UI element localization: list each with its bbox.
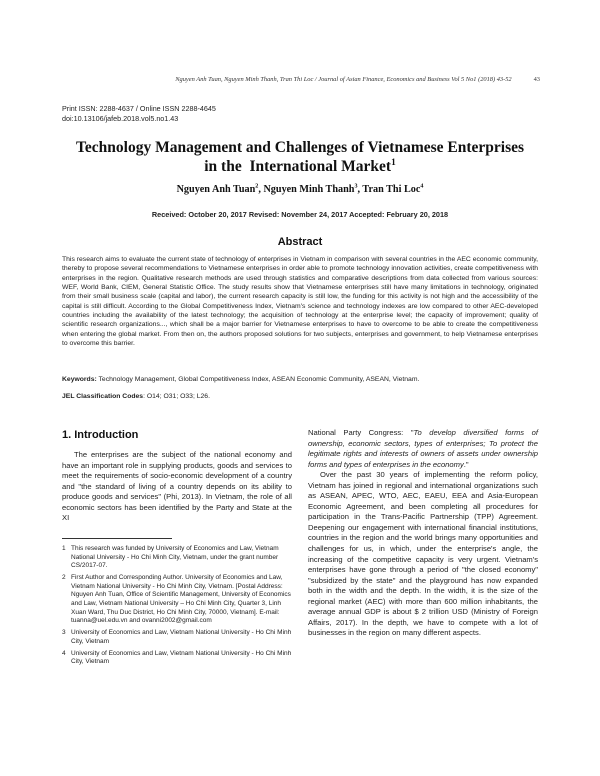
- jel-text: : O14; O31; O33; L26.: [143, 393, 210, 400]
- running-header: [60, 76, 540, 83]
- running-header-text: Nguyen Anh Tuan, Nguyen Minh Thanh, Tran Thi Loc / Journal of Asian Finance, Economics and Business Vol 5 No1 (2018) 43-52: [175, 76, 512, 83]
- author-footnote-marker[interactable]: 4: [420, 183, 424, 190]
- footnote-number: 2: [62, 573, 66, 581]
- footnote-number: 3: [62, 629, 66, 637]
- keywords-label: Keywords:: [62, 376, 97, 383]
- intro-paragraph-1: The enterprises are the subject of the national economy and have an important role in supplying products, goods and services to meet the requirements of socio-economic development of a country and "the standard of living of a country depends on its ability to produce goods and services" (Phi, 2013). In Vietnam, the role of all economic sectors has been identified by the Party and State at the XI: [62, 450, 292, 523]
- author-list: [60, 184, 540, 195]
- footnote-item: [62, 545, 292, 571]
- author-footnote-marker[interactable]: 2: [255, 183, 259, 190]
- footnote-text: University of Economics and Law, Vietnam National University - Ho Chi Minh City, Vietnam: [71, 649, 292, 666]
- jel-codes: [62, 392, 538, 401]
- issn-line: Print ISSN: 2288-4637 / Online ISSN 2288-4645: [62, 104, 216, 113]
- congress-quote: To develop diversified forms of ownership, economic sectors, types of enterprises; To protect the legitimate rights and interests of owners of assets under ownership forms and types of enterprises in the economy: [308, 428, 538, 469]
- congress-quote-end: .": [463, 459, 469, 469]
- intro-paragraph-2: Over the past 30 years of implementing the reform policy, Vietnam has joined in regional and international organizations such as ASEAN, APEC, WTO, AEC, EAEU, EEA and Asia-European Economic Agreement, and been completing all procedures for participation in the Trans-Pacific Partnership (TPP) Agreement. Deepening our engagement with international financial institutions, countries in the region and the world brings many opportunities and challenges for us, in which, under the enterprise's angle, the increasing of the competitive capacity is very urgent. Vietnam's enterprises have gone through a period of "the closed economy" "subsidized by the state" and the playground has now expanded both in the width and the depth. In the width, it is the size of the regional market (AEC) with more than 600 million inhabitants, the average annual GDP is about $ 2 trillion USD (Ministry of Foreign Affairs, 2017). In the depth, we have to compete with a lot of businesses in the region on many different aspects.: [308, 470, 538, 638]
- section-heading-introduction: 1. Introduction: [62, 429, 139, 441]
- author-name: Tran Thi Loc: [362, 184, 421, 195]
- abstract-body: This research aims to evaluate the current state of technology of enterprises in Vietnam in comparison with several countries in the AEC economic community, thereby to propose several recommendations to Vietnamese enterprises in order able to promote technology innovation activities, create competitiveness with enterprises in the region. Qualitative research methods are used through statistics and comparative descriptions from data collected from various sources: WEF, World Bank, CIEM, General Statistic Office. The study results show that Vietnamese enterprises still have many limitations in technology, originated from their small business scale (capital and labor), the current research capacity is still low, the funding for this activity is not high and the accessibility of the capital is still difficult. According to the Global Competitiveness Index, Vietnam's science and technology indexes are low compared to other AEC-developed countries including the availability of the latest technology; the acquisition of technology at the enterprise level; the capacity of improvement; quality of scientific research organizations..., which shall be a major barrier for Vietnamese enterprises to have to overcome to be able to create the competitiveness when entering the global market. From then on, the authors proposed solutions for two subjects, enterprises and government, to help Vietnamese enterprises to overcome this barrier.: [62, 256, 538, 348]
- footnote-item: [62, 650, 292, 667]
- keywords-text: Technology Management, Global Competitiveness Index, ASEAN Economic Community, ASEAN, Vietnam.: [96, 376, 420, 383]
- title-footnote-marker[interactable]: 1: [391, 157, 396, 168]
- left-column: [62, 428, 292, 670]
- submission-dates: Received: October 20, 2017 Revised: November 24, 2017 Accepted: February 20, 2018: [151, 210, 449, 219]
- author-separator: ,: [258, 184, 264, 195]
- footnote-text: First Author and Corresponding Author. University of Economics and Law, Vietnam National University - Ho Chi Minh City, Vietnam. [Postal Address: Nguyen Anh Tuan, Office of Scientific Management, University of Economics and Law, Vietnam National University – Ho Chi Minh City, Quarter 3, Linh Xuan Ward, Thu Duc District, Ho Chi Minh City, 70000, Vietnam]. E-mail: tuanna@uel.edu.vn and ovanni2002@gmail.com: [71, 573, 291, 625]
- keywords: [62, 375, 538, 384]
- title-line-2-text: in the International Market: [204, 158, 392, 175]
- doi-line: doi:10.13106/jafeb.2018.vol5.no1.43: [62, 114, 179, 123]
- footnote-item: [62, 574, 292, 626]
- title-line-1: Technology Management and Challenges of Vietnamese Enterprises: [75, 139, 525, 156]
- author-name: Nguyen Minh Thanh: [263, 184, 355, 195]
- author-separator: ,: [357, 184, 363, 195]
- footnotes: [62, 545, 292, 667]
- paper-title: [60, 138, 540, 176]
- congress-lead-text: National Party Congress: ": [308, 428, 414, 437]
- abstract-heading: Abstract: [277, 236, 323, 248]
- author-name: Nguyen Anh Tuan: [176, 184, 256, 195]
- page-number: 43: [533, 76, 540, 83]
- intro-paragraph-1-continued: [308, 428, 538, 470]
- footnote-number: 4: [62, 649, 66, 657]
- footnote-divider: [62, 538, 172, 539]
- footnote-number: 1: [62, 544, 66, 552]
- footnote-text: This research was funded by University of Economics and Law, Vietnam National University - Ho Chi Minh City, Vietnam, under the grant number CS/2017-07.: [71, 544, 279, 570]
- title-line-2: [60, 157, 540, 176]
- right-column: [308, 428, 538, 639]
- issn-block: [62, 104, 216, 124]
- footnote-text: University of Economics and Law, Vietnam National University - Ho Chi Minh City, Vietnam: [71, 629, 292, 645]
- jel-label: JEL Classification Codes: [62, 393, 144, 400]
- author-footnote-marker[interactable]: 3: [354, 183, 358, 190]
- footnote-item: [62, 629, 292, 646]
